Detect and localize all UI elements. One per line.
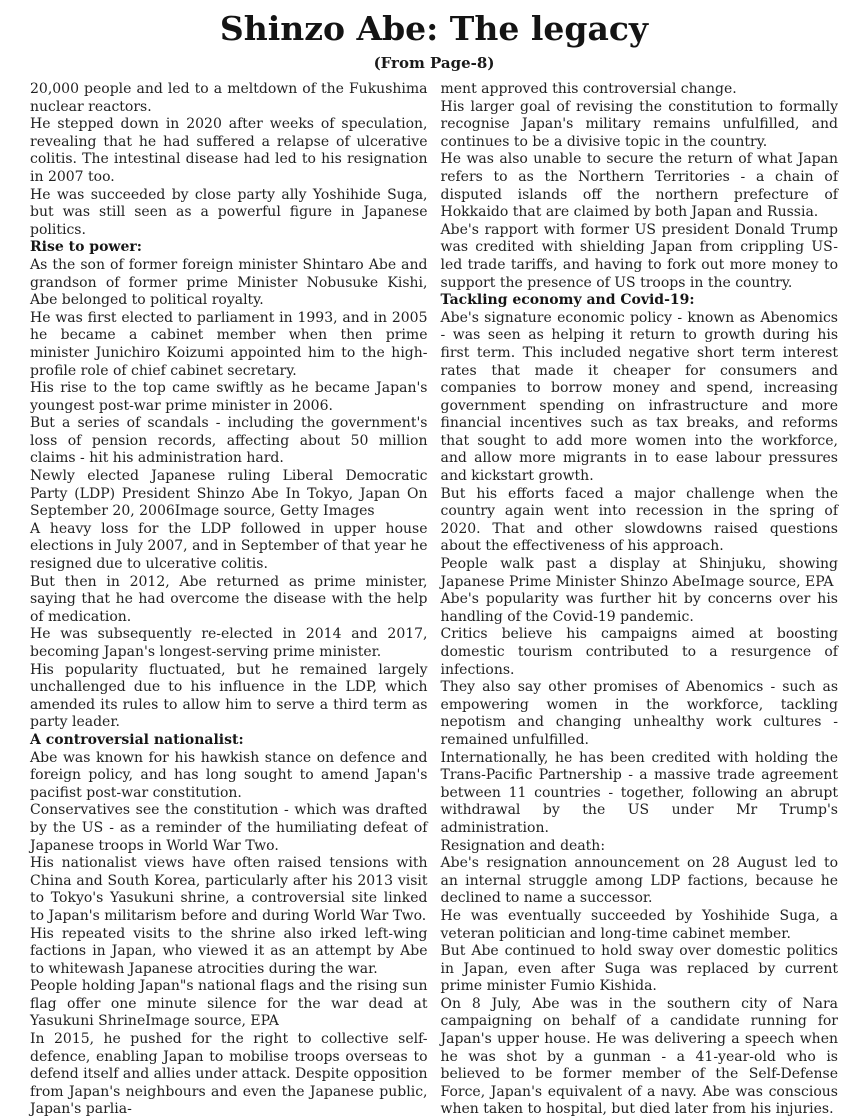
article-paragraph: People walk past a display at Shinjuku, showing Japanese Prime Minister Shinzo AbeImage source, EPA xyxy=(440,556,838,590)
article-paragraph: But a series of scandals - including the government's loss of pension records, affecting about 50 million claims - hit his administration hard. xyxy=(30,415,428,467)
article-paragraph: He was subsequently re-elected in 2014 and 2017, becoming Japan's longest-serving prime minister. xyxy=(30,626,428,660)
article-paragraph: Abe's rapport with former US president Donald Trump was credited with shielding Japan from crippling US-led trade tariffs, and having to fork out more money to support the presence of US troops in the country. xyxy=(440,221,838,291)
article-paragraph: He was eventually succeeded by Yoshihide Suga, a veteran politician and long-time cabinet member. xyxy=(440,907,838,942)
article-paragraph: Abe's popularity was further hit by concerns over his handling of the Covid-19 pandemic. xyxy=(440,591,838,625)
article-paragraph: His rise to the top came swiftly as he became Japan's youngest post-war prime minister in 2006. xyxy=(30,380,428,414)
article-paragraph: As the son of former foreign minister Shintaro Abe and grandson of former prime Minister Nobusuke Kishi, Abe belonged to political royalty. xyxy=(30,256,428,309)
article-paragraph: Newly elected Japanese ruling Liberal Democratic Party (LDP) President Shinzo Abe In Tokyo, Japan On September 20, 2006Image source, Getty Images xyxy=(30,468,428,520)
article-paragraph: He was also unable to secure the return of what Japan refers to as the Northern Territories - a chain of disputed islands off the northern prefecture of Hokkaido that are claimed by both Japan and Russia. xyxy=(440,151,838,221)
article-paragraph: They also say other promises of Abenomics - such as empowering women in the workforce, tackling nepotism and changing unhealthy work cultures - remained unfulfilled. xyxy=(440,679,838,748)
section-heading: A controversial nationalist: xyxy=(30,731,244,748)
article-paragraph: But his efforts faced a major challenge when the country again went into recession in the spring of 2020. That and other slowdowns raised questions about the effectiveness of his approach. xyxy=(440,485,838,555)
article-paragraph: Abe's resignation announcement on 28 August led to an internal struggle among LDP factions, because he declined to name a successor. xyxy=(440,855,838,907)
article-paragraph: ment approved this controversial change. xyxy=(440,81,737,97)
article-paragraph: In 2015, he pushed for the right to collective self-defence, enabling Japan to mobilise troops overseas to defend itself and allies under attack. Despite opposition from Japan's neighbours and even the Japanese public, Japan's parlia- xyxy=(30,1031,428,1118)
article-paragraph: His popularity fluctuated, but he remained largely unchallenged due to his influence in the LDP, which amended its rules to allow him to serve a third term as party leader. xyxy=(30,661,428,731)
section-heading: Tackling economy and Covid-19: xyxy=(440,292,695,309)
article-paragraph: On 8 July, Abe was in the southern city of Nara campaigning on behalf of a candidate running for Japan's upper house. He was delivering a speech when he was shot by a gunman - a 41-year-old who is believed to be former member of the Self-Defense Force, Japan's equivalent of a navy. Abe was conscious when taken to hospital, but died later from his injuries. xyxy=(440,995,838,1118)
article-paragraph: But then in 2012, Abe returned as prime minister, saying that he had overcome the disease with the help of medication. xyxy=(30,573,428,625)
article-paragraph: His larger goal of revising the constitution to formally recognise Japan's military remains unfulfilled, and continues to be a divisive topic in the country. xyxy=(440,98,838,150)
article-paragraph: 20,000 people and led to a meltdown of the Fukushima nuclear reactors. xyxy=(30,81,428,115)
page-subtitle: (From Page-8) xyxy=(373,54,495,72)
article-paragraph: People holding Japan"s national flags and the rising sun flag offer one minute silence for the war dead at Yasukuni ShrineImage source, EPA xyxy=(30,978,428,1030)
article-paragraph: Abe's signature economic policy - known as Abenomics - was seen as helping it return to growth during his first term. This included negative short term interest rates that made it cheaper for consumers and companies to borrow money and spend, increasing government spending on infrastructure and more financial incentives such as tax breaks, and reforms that sought to add more women into the workforce, and allow more migrants in to ease labour pressures and kickstart growth. xyxy=(440,309,838,485)
article-paragraph: A heavy loss for the LDP followed in upper house elections in July 2007, and in September of that year he resigned due to ulcerative colitis. xyxy=(30,520,428,573)
left-column xyxy=(30,81,428,1119)
right-column xyxy=(441,81,839,1119)
article-paragraph: Abe was known for his hawkish stance on defence and foreign policy, and has long sought to amend Japan's pacifist post-war constitution. xyxy=(30,749,428,801)
article-paragraph: His nationalist views have often raised tensions with China and South Korea, particularly after his 2013 visit to Tokyo's Yasukuni shrine, a controversial site linked to Japan's militarism before and during World War Two. xyxy=(30,855,428,924)
article-paragraph: But Abe continued to hold sway over domestic politics in Japan, even after Suga was replaced by current prime minister Fumio Kishida. xyxy=(440,943,838,995)
article-columns xyxy=(30,81,838,1119)
article-paragraph: Resignation and death: xyxy=(440,837,606,854)
article-paragraph: He was succeeded by close party ally Yoshihide Suga, but was still seen as a powerful figure in Japanese politics. xyxy=(30,186,428,238)
page-title: Shinzo Abe: The legacy xyxy=(219,9,649,48)
article-paragraph: Internationally, he has been credited with holding the Trans-Pacific Partnership - a massive trade agreement between 11 countries - together, following an abrupt withdrawal by the US under Mr Trump's administration. xyxy=(440,749,838,836)
article-paragraph: He was first elected to parliament in 1993, and in 2005 he became a cabinet member when then prime minister Junichiro Koizumi appointed him to the high-profile role of chief cabinet secretary. xyxy=(30,309,428,379)
article-paragraph: His repeated visits to the shrine also irked left-wing factions in Japan, who viewed it as an attempt by Abe to whitewash Japanese atrocities during the war. xyxy=(30,925,428,977)
section-heading: Rise to power: xyxy=(30,239,142,256)
article-paragraph: Critics believe his campaigns aimed at boosting domestic tourism contributed to a resurgence of infections. xyxy=(440,626,838,678)
article-paragraph: Conservatives see the constitution - which was drafted by the US - as a reminder of the humiliating defeat of Japanese troops in World War Two. xyxy=(30,802,428,854)
article-paragraph: He stepped down in 2020 after weeks of speculation, revealing that he had suffered a relapse of ulcerative colitis. The intestinal disease had led to his resignation in 2007 too. xyxy=(30,116,428,185)
